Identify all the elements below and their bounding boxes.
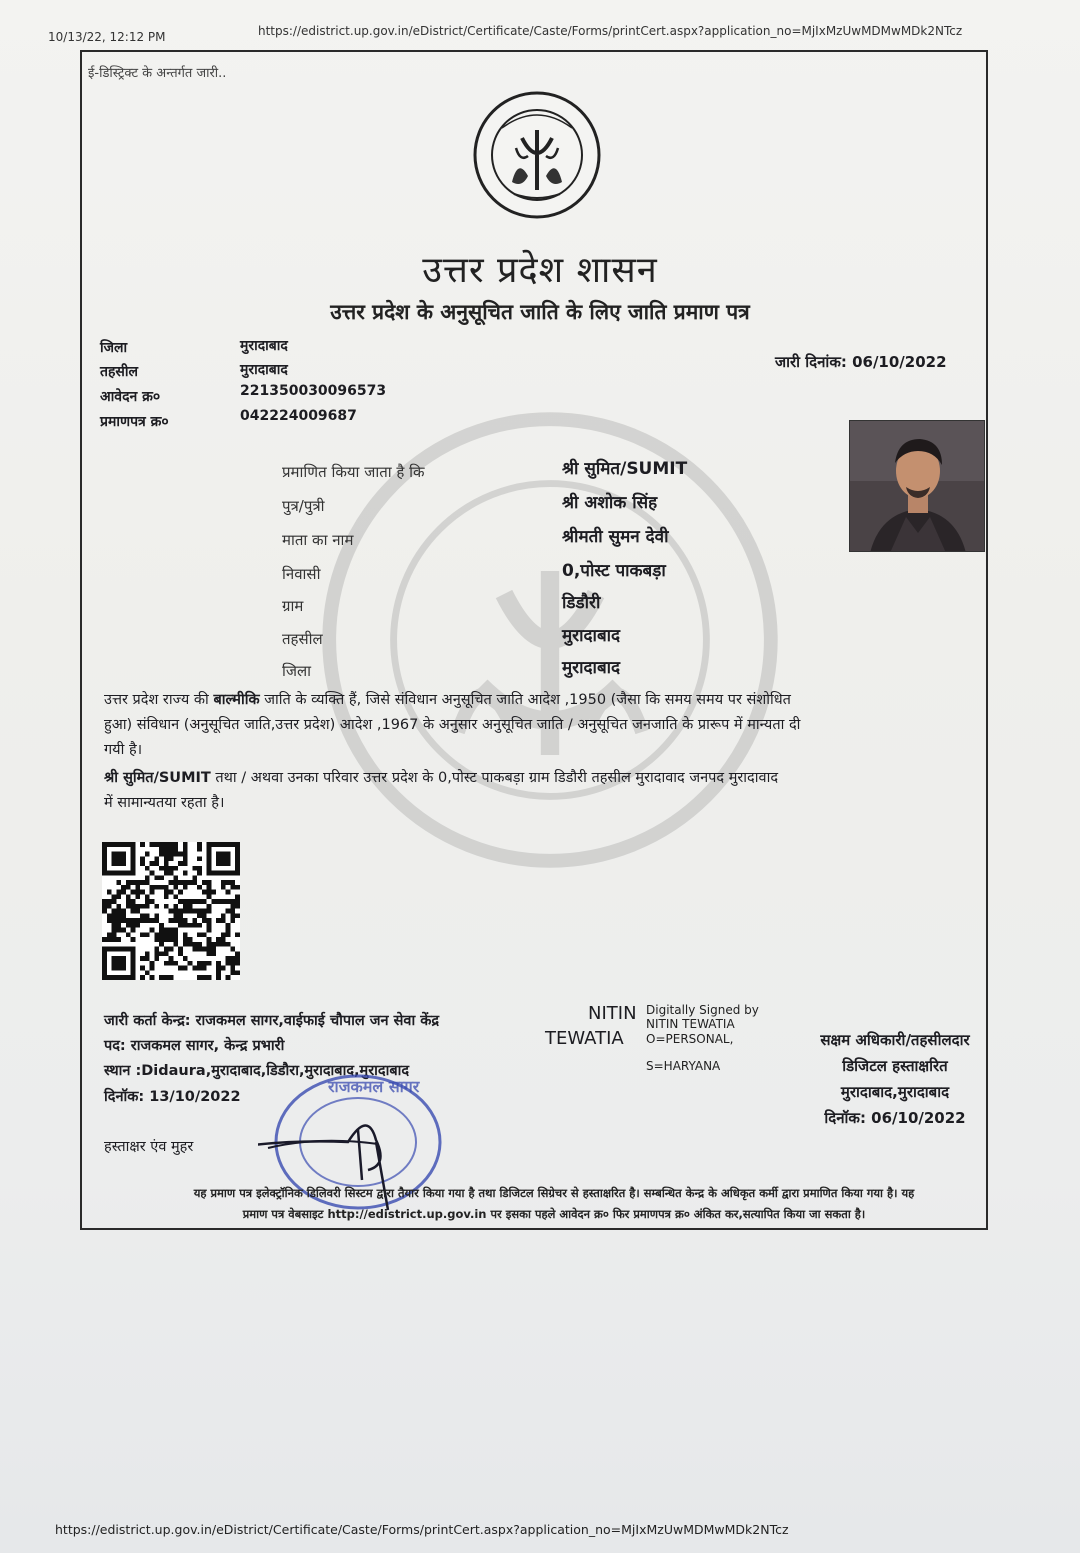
issued-under-note: ई-डिस्ट्रिक्ट के अन्तर्गत जारी..	[88, 66, 227, 81]
applicant-name: श्री सुमित/SUMIT	[104, 770, 211, 786]
issuing-center: जारी कर्ता केन्द्र: राजकमल सागर,वाईफाई चौपाल जन सेवा केंद्र	[104, 1013, 440, 1029]
signature-seal-label: हस्ताक्षर एंव मुहर	[104, 1139, 194, 1155]
signer-first-name: NITIN	[588, 1003, 637, 1024]
detail-label: पुत्र/पुत्री	[282, 497, 325, 515]
detail-value: डिडौरी	[562, 593, 601, 613]
district-label: जिला	[100, 340, 128, 356]
detail-value: श्री सुमित/SUMIT	[562, 459, 688, 479]
residence-statement-line	[104, 766, 984, 791]
issuer-date: दिनॉक: 13/10/2022	[104, 1089, 241, 1105]
signature-line: O=PERSONAL,	[646, 1032, 734, 1046]
issue-date-label: जारी दिनांक:	[775, 353, 847, 371]
residence-statement	[104, 766, 984, 816]
application-label: आवेदन क्र०	[100, 389, 161, 405]
signer-last-name: TEWATIA	[545, 1028, 624, 1049]
print-url-header: https://edistrict.up.gov.in/eDistrict/Certificate/Caste/Forms/printCert.aspx?application_no=MjIxMzUwMDMwMDk2NTcz	[258, 24, 963, 38]
applicant-photo	[849, 420, 985, 552]
detail-value: श्रीमती सुमन देवी	[562, 527, 669, 547]
residence-statement-line: में सामान्यतया रहता है।	[104, 795, 225, 811]
caste-statement-line	[104, 688, 984, 713]
statement-prefix: उत्तर प्रदेश राज्य की	[104, 692, 214, 708]
signature-line: NITIN TEWATIA	[646, 1017, 735, 1031]
caste-statement	[104, 688, 984, 763]
issuer-post: पद: राजकमल सागर, केन्द्र प्रभारी	[104, 1038, 285, 1054]
certificate-number-label: प्रमाणपत्र क्र०	[100, 414, 169, 430]
tehsil-label: तहसील	[100, 364, 138, 380]
detail-label: निवासी	[282, 565, 321, 583]
detail-value: मुरादाबाद	[562, 658, 621, 678]
authority-location: मुरादाबाद,मुरादाबाद	[840, 1083, 950, 1101]
authority-date: दिनॉक: 06/10/2022	[824, 1109, 966, 1127]
notice-line: प्रमाण पत्र वेबसाइट http://edistrict.up.gov.in पर इसका पहले आवेदन क्र० फिर प्रमाणपत्र क्र० अंकित कर,सत्यापित किया जा सकता है।	[242, 1207, 866, 1221]
verification-qr-code	[102, 842, 240, 980]
issue-place: स्थान :Didaura,मुरादाबाद,डिडौरा,मुरादाबाद,मुरादाबाद	[104, 1063, 410, 1079]
signature-line: S=HARYANA	[646, 1059, 721, 1073]
issue-date	[775, 352, 947, 372]
detail-label: जिला	[282, 662, 312, 680]
tehsil-value: मुरादाबाद	[240, 362, 288, 378]
district-value: मुरादाबाद	[240, 338, 288, 354]
detail-label: प्रमाणित किया जाता है कि	[282, 463, 425, 481]
caste-statement-line: गयी है।	[104, 742, 143, 758]
government-title: उत्तर प्रदेश शासन	[422, 250, 658, 291]
verification-notice	[104, 1183, 1004, 1225]
caste-name: बाल्मीकि	[213, 692, 260, 708]
authority-designation: सक्षम अधिकारी/तहसीलदार	[820, 1031, 970, 1049]
detail-label: माता का नाम	[282, 531, 354, 549]
print-url-footer: https://edistrict.up.gov.in/eDistrict/Certificate/Caste/Forms/printCert.aspx?application_no=MjIxMzUwMDMwMDk2NTcz	[55, 1522, 789, 1537]
issue-date-value: 06/10/2022	[852, 353, 947, 371]
residence-text: तथा / अथवा उनका परिवार उत्तर प्रदेश के 0,पोस्ट पाकबड़ा ग्राम डिडौरी तहसील मुरादावाद जनपद मुरादावाद	[210, 770, 779, 786]
detail-value: 0,पोस्ट पाकबड़ा	[562, 561, 666, 581]
statement-text: जाति के व्यक्ति हैं, जिसे संविधान अनुसूचित जाति आदेश ,1950 (जैसा कि समय समय पर संशोधित	[259, 692, 791, 708]
svg-text:राजकमल सागर: राजकमल सागर	[328, 1077, 420, 1096]
up-govt-emblem	[472, 90, 602, 220]
certificate-title: उत्तर प्रदेश के अनुसूचित जाति के लिए जाति प्रमाण पत्र	[330, 300, 750, 324]
notice-line: यह प्रमाण पत्र इलेक्ट्रॉनिक डिलिवरी सिस्टम द्वारा तैयार किया गया है तथा डिजिटल सिग्रेचर से हस्ताक्षरित है। सम्बन्धित केन्द्र के अधिकृत कर्मी द्वारा प्रमाणित किया गया है। यह	[193, 1186, 915, 1200]
print-datetime: 10/13/22, 12:12 PM	[48, 30, 166, 44]
authority-digital-signed: डिजिटल हस्ताक्षरित	[842, 1057, 948, 1075]
application-number: 221350030096573	[240, 383, 387, 399]
signature-line: Digitally Signed by	[646, 1003, 759, 1017]
detail-label: ग्राम	[282, 597, 304, 615]
caste-statement-line: हुआ) संविधान (अनुसूचित जाति,उत्तर प्रदेश) आदेश ,1967 के अनुसार अनुसूचित जाति / अनुसूचित जनजाति के प्रारूप में मान्यता दी	[104, 717, 801, 733]
certificate-number: 042224009687	[240, 408, 357, 424]
detail-label: तहसील	[282, 630, 323, 648]
detail-value: मुरादाबाद	[562, 626, 621, 646]
detail-value: श्री अशोक सिंह	[562, 493, 658, 513]
